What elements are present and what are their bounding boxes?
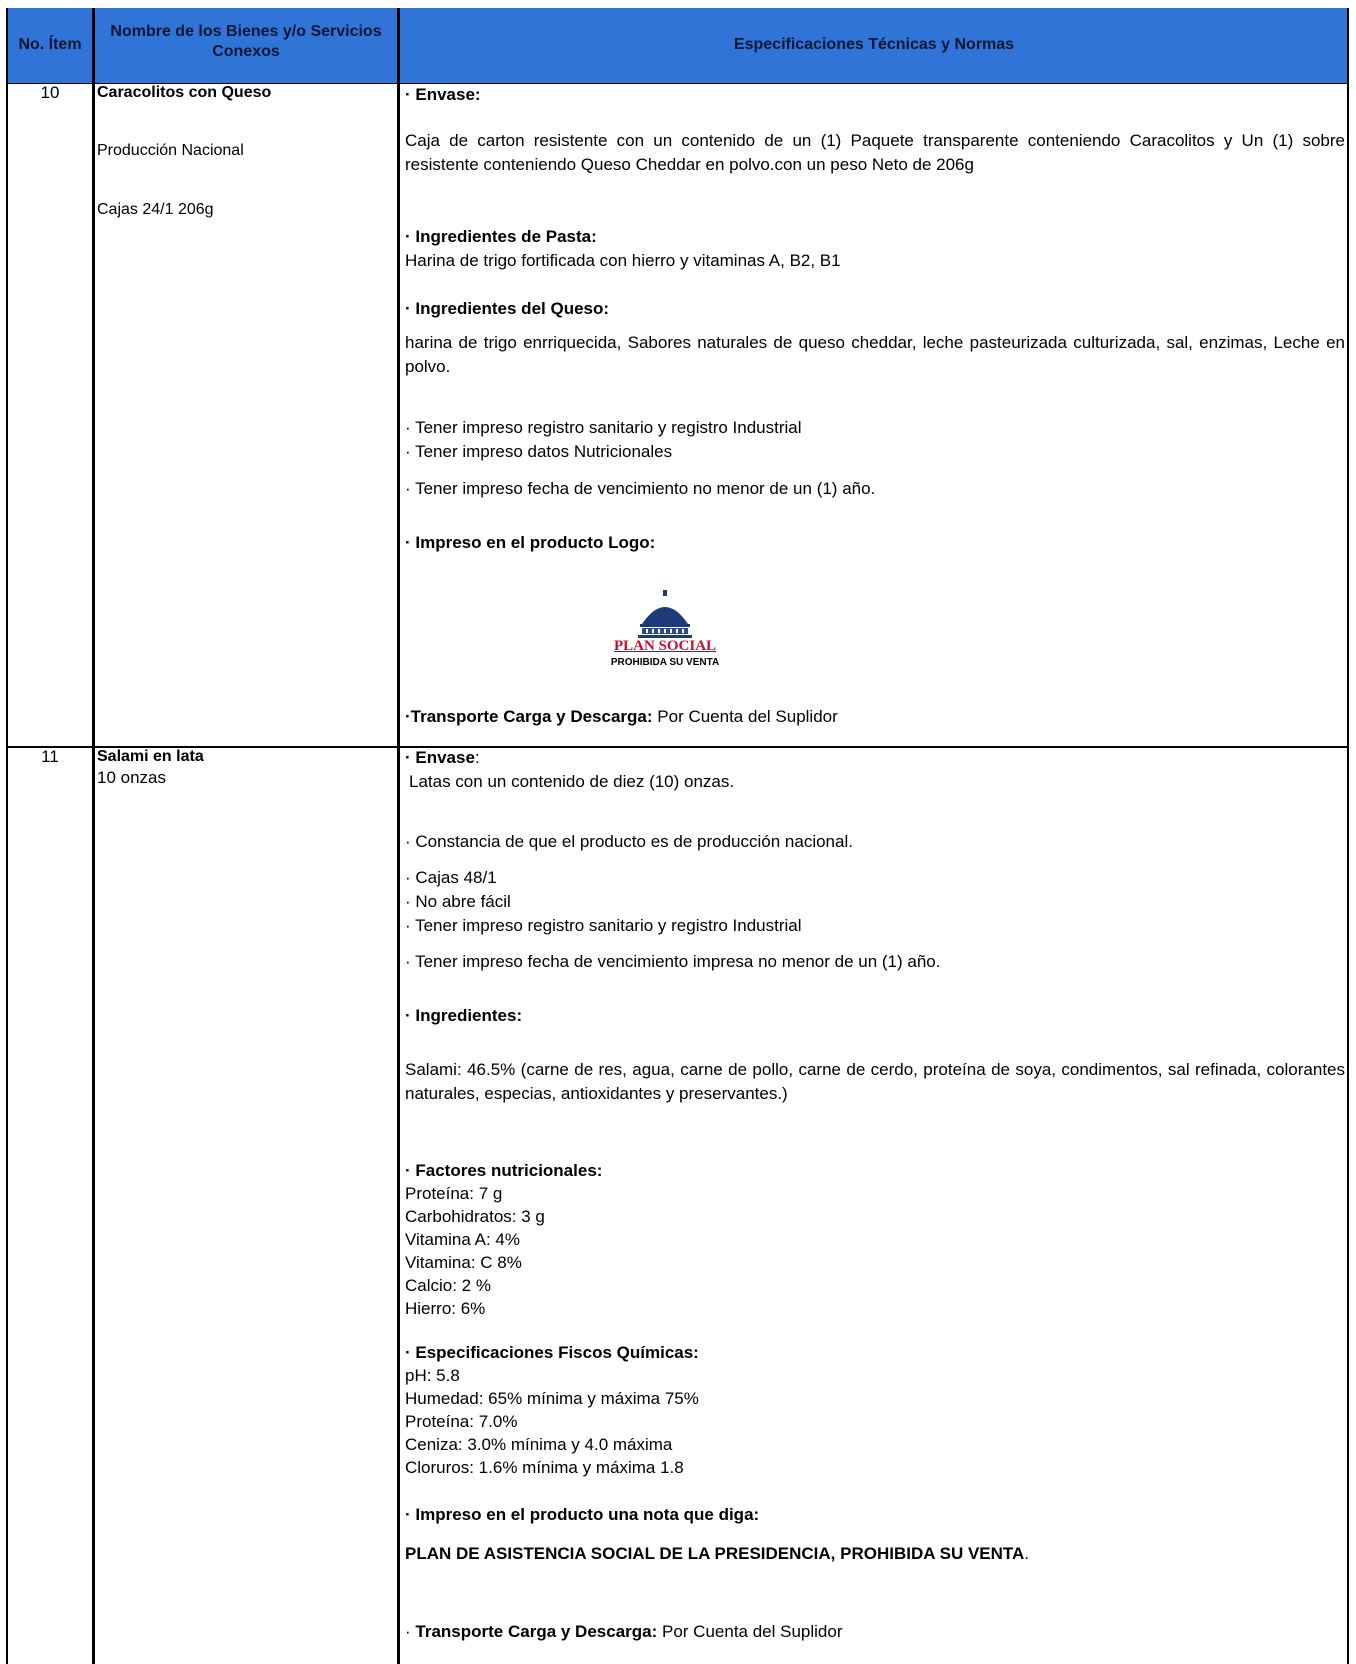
item10-req-vencimiento: · Tener impreso fecha de vencimiento no menor de un (1) año. xyxy=(405,479,876,498)
item10-envase-text: Caja de carton resistente con un contenido de un (1) Paquete transparente conteniendo Caracolitos y Un (1) sobre resistente conteniendo Queso Cheddar en polvo.con un peso Neto de 206g xyxy=(405,131,1345,174)
item10-transport-text: Por Cuenta del Suplidor xyxy=(652,707,838,726)
item10-transport-label: ·Transporte Carga y Descarga: xyxy=(405,707,653,726)
plan-social-logo xyxy=(590,590,740,670)
item11-nota-text: PLAN DE ASISTENCIA SOCIAL DE LA PRESIDENCIA, PROHIBIDA SU VENTA xyxy=(405,1544,1025,1563)
logo-sub: PROHIBIDA SU VENTA xyxy=(610,657,720,668)
item11-size: 10 onzas xyxy=(97,768,166,787)
item10-req-registro: · Tener impreso registro sanitario y registro Industrial xyxy=(405,418,802,437)
item10-logo-label: · Impreso en el producto Logo: xyxy=(405,533,656,552)
item11-fisico-1: pH: 5.8 xyxy=(405,1366,460,1385)
logo-name: PLAN SOCIAL xyxy=(613,638,717,654)
item11-number: 11 xyxy=(41,747,59,766)
item11-nota-label: · Impreso en el producto una nota que diga: xyxy=(405,1505,760,1524)
header-name-line1: Nombre de los Bienes y/o Servicios xyxy=(110,23,382,40)
item11-vencimiento: · Tener impreso fecha de vencimiento impresa no menor de un (1) año. xyxy=(405,952,941,971)
item10-queso-text: harina de trigo enrriquecida, Sabores naturales de queso cheddar, leche pasteurizada culturizada, sal, enzimas, Leche en polvo. xyxy=(405,333,1345,376)
item10-req-nutricionales: · Tener impreso datos Nutricionales xyxy=(405,442,673,461)
item11-cajas: · Cajas 48/1 xyxy=(405,868,497,887)
item11-ingredientes-text: Salami: 46.5% (carne de res, agua, carne de pollo, carne de cerdo, proteína de soya, condimentos, sal refinada, colorantes naturales, especias, antioxidantes y preservantes.) xyxy=(405,1060,1345,1103)
item10-transport xyxy=(405,705,1345,729)
item11-name: Salami en lata xyxy=(97,748,204,765)
item11-nutri-2: Carbohidratos: 3 g xyxy=(405,1207,545,1226)
item11-constancia: · Constancia de que el producto es de producción nacional. xyxy=(405,832,853,851)
header-specs: Especificaciones Técnicas y Normas xyxy=(733,36,1015,53)
item10-queso-label: · Ingredientes del Queso: xyxy=(405,299,610,318)
grid-left-border xyxy=(6,8,8,1664)
header-item: No. Ítem xyxy=(18,36,82,53)
item11-fisico-3: Proteína: 7.0% xyxy=(405,1412,518,1431)
item11-nota xyxy=(405,1542,1345,1566)
item11-envase-label: · Envase xyxy=(405,748,475,767)
item11-transport xyxy=(405,1620,1345,1644)
grid-col-divider-2 xyxy=(397,8,400,1664)
item11-fisico-5: Cloruros: 1.6% mínima y máxima 1.8 xyxy=(405,1458,684,1477)
item10-envase-label: · Envase: xyxy=(405,85,481,104)
item11-nutri-6: Hierro: 6% xyxy=(405,1299,486,1318)
item11-transport-prefix: · xyxy=(405,1622,416,1641)
item10-name: Caracolitos con Queso xyxy=(97,84,272,101)
item11-nutri-1: Proteína: 7 g xyxy=(405,1184,503,1203)
item11-envase-colon: : xyxy=(474,748,480,767)
item11-nutri-label: · Factores nutricionales: xyxy=(405,1161,603,1180)
item11-transport-label: Transporte Carga y Descarga: xyxy=(415,1622,658,1641)
item10-pasta-label: · Ingredientes de Pasta: xyxy=(405,227,597,246)
item11-nutri-5: Calcio: 2 % xyxy=(405,1276,491,1295)
item11-nutri-3: Vitamina A: 4% xyxy=(405,1230,520,1249)
item10-origin: Producción Nacional xyxy=(97,142,244,159)
item10-pasta-text: Harina de trigo fortificada con hierro y vitaminas A, B2, B1 xyxy=(405,251,841,270)
item11-nutri-4: Vitamina: C 8% xyxy=(405,1253,522,1272)
item11-envase-text: Latas con un contenido de diez (10) onzas. xyxy=(409,772,735,791)
header-name xyxy=(95,22,397,62)
dome-icon xyxy=(590,590,740,640)
header-name-line2: Conexos xyxy=(212,43,280,60)
item11-registro: · Tener impreso registro sanitario y registro Industrial xyxy=(405,916,802,935)
grid-col-divider-1 xyxy=(92,8,95,1664)
item11-transport-text: Por Cuenta del Suplidor xyxy=(657,1622,843,1641)
item11-ingredientes-label: · Ingredientes: xyxy=(405,1006,523,1025)
item10-number: 10 xyxy=(40,83,60,102)
item10-packaging: Cajas 24/1 206g xyxy=(97,201,214,218)
item11-nota-period: . xyxy=(1024,1544,1030,1563)
item11-abre: · No abre fácil xyxy=(405,892,511,911)
item11-envase xyxy=(405,746,1345,770)
item11-fisico-4: Ceniza: 3.0% mínima y 4.0 máxima xyxy=(405,1435,673,1454)
grid-right-border xyxy=(1347,8,1349,1664)
item11-fisico-label: · Especificaciones Fiscos Químicas: xyxy=(405,1343,699,1362)
item11-fisico-2: Humedad: 65% mínima y máxima 75% xyxy=(405,1389,699,1408)
